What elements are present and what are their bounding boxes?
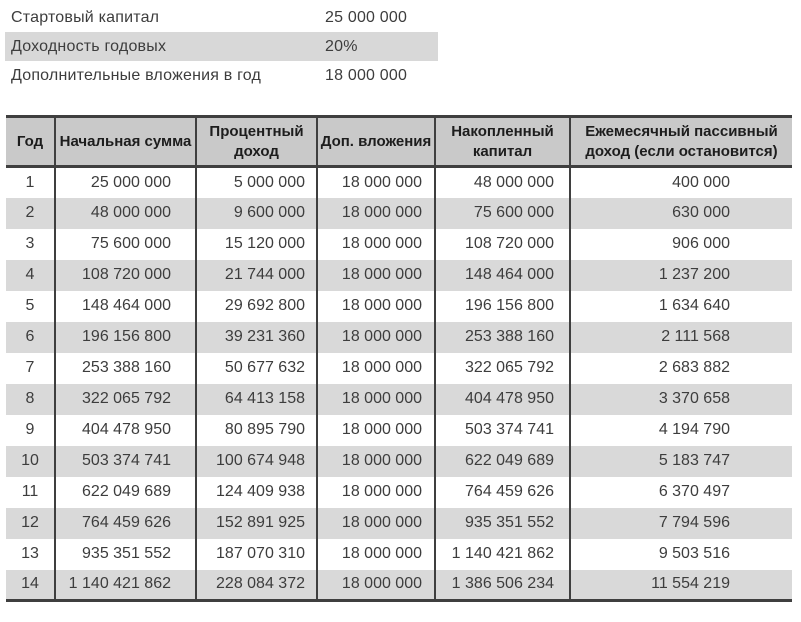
cell-accumulated_capital: 1 140 421 862: [435, 539, 570, 570]
cell-year: 11: [21, 483, 39, 500]
column-header-accumulated-capital: Накопленный капитал: [435, 117, 570, 167]
cell-start_sum: 1 140 421 862: [55, 570, 196, 601]
capital-growth-table: [6, 115, 792, 602]
extra-investment-value: 18 000 000: [325, 66, 408, 84]
cell-accumulated_capital: 935 351 552: [435, 508, 570, 539]
cell-extra_investment: 18 000 000: [317, 198, 435, 229]
table-row: [6, 384, 792, 415]
spreadsheet-page: [0, 3, 801, 622]
column-header-extra-investment: Доп. вложения: [317, 117, 435, 167]
cell-accumulated_capital: 253 388 160: [435, 322, 570, 353]
param-row-annual-yield: [5, 32, 438, 61]
cell-monthly_passive_income: 6 370 497: [570, 477, 792, 508]
cell-interest_income: 152 891 925: [196, 508, 317, 539]
column-header-monthly-passive-income: Ежемесячный пассивный доход (если остановится): [570, 117, 792, 167]
table-row: [6, 229, 792, 260]
cell-monthly_passive_income: 7 794 596: [570, 508, 792, 539]
cell-extra_investment: 18 000 000: [317, 539, 435, 570]
cell-accumulated_capital: 108 720 000: [435, 229, 570, 260]
table-row: [6, 570, 792, 601]
cell-monthly_passive_income: 2 111 568: [570, 322, 792, 353]
cell-interest_income: 100 674 948: [196, 446, 317, 477]
table-row: [6, 322, 792, 353]
cell-year: 2: [25, 204, 35, 221]
cell-accumulated_capital: 148 464 000: [435, 260, 570, 291]
cell-year: 6: [25, 328, 35, 345]
header-row: [6, 117, 792, 167]
cell-year: 12: [21, 514, 39, 531]
cell-year: 7: [25, 359, 35, 376]
cell-start_sum: 148 464 000: [55, 291, 196, 322]
param-row-start-capital: [5, 3, 438, 32]
cell-start_sum: 108 720 000: [55, 260, 196, 291]
cell-monthly_passive_income: 630 000: [570, 198, 792, 229]
table-row: [6, 539, 792, 570]
cell-extra_investment: 18 000 000: [317, 229, 435, 260]
table-row: [6, 446, 792, 477]
table-row: [6, 477, 792, 508]
cell-start_sum: 253 388 160: [55, 353, 196, 384]
cell-extra_investment: 18 000 000: [317, 446, 435, 477]
column-header-year: Год: [6, 117, 55, 167]
param-row-extra-investment: [5, 61, 438, 90]
cell-start_sum: 196 156 800: [55, 322, 196, 353]
cell-start_sum: 764 459 626: [55, 508, 196, 539]
cell-monthly_passive_income: 2 683 882: [570, 353, 792, 384]
cell-extra_investment: 18 000 000: [317, 291, 435, 322]
cell-start_sum: 322 065 792: [55, 384, 196, 415]
table-row: [6, 260, 792, 291]
cell-monthly_passive_income: 5 183 747: [570, 446, 792, 477]
cell-start_sum: 622 049 689: [55, 477, 196, 508]
table-header: [6, 117, 792, 167]
cell-year: 4: [25, 266, 35, 283]
cell-year: 13: [21, 545, 39, 562]
cell-interest_income: 50 677 632: [196, 353, 317, 384]
start-capital-value: 25 000 000: [325, 8, 408, 26]
cell-interest_income: 15 120 000: [196, 229, 317, 260]
cell-start_sum: 25 000 000: [55, 167, 196, 198]
cell-start_sum: 48 000 000: [55, 198, 196, 229]
cell-interest_income: 64 413 158: [196, 384, 317, 415]
cell-accumulated_capital: 48 000 000: [435, 167, 570, 198]
cell-interest_income: 80 895 790: [196, 415, 317, 446]
table-body: [6, 167, 792, 601]
cell-extra_investment: 18 000 000: [317, 508, 435, 539]
table-row: [6, 353, 792, 384]
cell-interest_income: 5 000 000: [196, 167, 317, 198]
cell-accumulated_capital: 1 386 506 234: [435, 570, 570, 601]
cell-extra_investment: 18 000 000: [317, 260, 435, 291]
annual-yield-label: Доходность годовых: [11, 37, 167, 55]
cell-interest_income: 29 692 800: [196, 291, 317, 322]
cell-monthly_passive_income: 4 194 790: [570, 415, 792, 446]
table-row: [6, 415, 792, 446]
annual-yield-value: 20%: [325, 37, 358, 55]
table-row: [6, 167, 792, 198]
cell-interest_income: 39 231 360: [196, 322, 317, 353]
cell-accumulated_capital: 196 156 800: [435, 291, 570, 322]
cell-year: 9: [25, 421, 35, 438]
cell-monthly_passive_income: 11 554 219: [570, 570, 792, 601]
extra-investment-label: Дополнительные вложения в год: [11, 66, 262, 84]
cell-start_sum: 404 478 950: [55, 415, 196, 446]
cell-accumulated_capital: 764 459 626: [435, 477, 570, 508]
cell-extra_investment: 18 000 000: [317, 415, 435, 446]
cell-interest_income: 124 409 938: [196, 477, 317, 508]
cell-extra_investment: 18 000 000: [317, 384, 435, 415]
cell-monthly_passive_income: 1 634 640: [570, 291, 792, 322]
parameters-panel: [5, 3, 438, 90]
cell-accumulated_capital: 322 065 792: [435, 353, 570, 384]
cell-start_sum: 503 374 741: [55, 446, 196, 477]
cell-interest_income: 187 070 310: [196, 539, 317, 570]
cell-accumulated_capital: 622 049 689: [435, 446, 570, 477]
cell-year: 10: [21, 452, 39, 469]
cell-accumulated_capital: 503 374 741: [435, 415, 570, 446]
column-header-interest-income: Процентный доход: [196, 117, 317, 167]
table-row: [6, 198, 792, 229]
start-capital-label: Стартовый капитал: [11, 8, 160, 26]
cell-interest_income: 9 600 000: [196, 198, 317, 229]
cell-extra_investment: 18 000 000: [317, 570, 435, 601]
cell-monthly_passive_income: 1 237 200: [570, 260, 792, 291]
cell-accumulated_capital: 404 478 950: [435, 384, 570, 415]
cell-year: 3: [25, 235, 35, 252]
cell-year: 8: [25, 390, 35, 407]
cell-monthly_passive_income: 3 370 658: [570, 384, 792, 415]
cell-start_sum: 935 351 552: [55, 539, 196, 570]
cell-extra_investment: 18 000 000: [317, 167, 435, 198]
cell-accumulated_capital: 75 600 000: [435, 198, 570, 229]
cell-interest_income: 228 084 372: [196, 570, 317, 601]
cell-extra_investment: 18 000 000: [317, 322, 435, 353]
cell-year: 1: [25, 173, 35, 191]
table-row: [6, 508, 792, 539]
cell-extra_investment: 18 000 000: [317, 477, 435, 508]
cell-extra_investment: 18 000 000: [317, 353, 435, 384]
cell-monthly_passive_income: 906 000: [570, 229, 792, 260]
cell-year: 5: [25, 297, 35, 314]
cell-monthly_passive_income: 400 000: [570, 167, 792, 198]
cell-interest_income: 21 744 000: [196, 260, 317, 291]
cell-monthly_passive_income: 9 503 516: [570, 539, 792, 570]
cell-year: 14: [21, 575, 39, 593]
table-row: [6, 291, 792, 322]
column-header-start-sum: Начальная сумма: [55, 117, 196, 167]
cell-start_sum: 75 600 000: [55, 229, 196, 260]
